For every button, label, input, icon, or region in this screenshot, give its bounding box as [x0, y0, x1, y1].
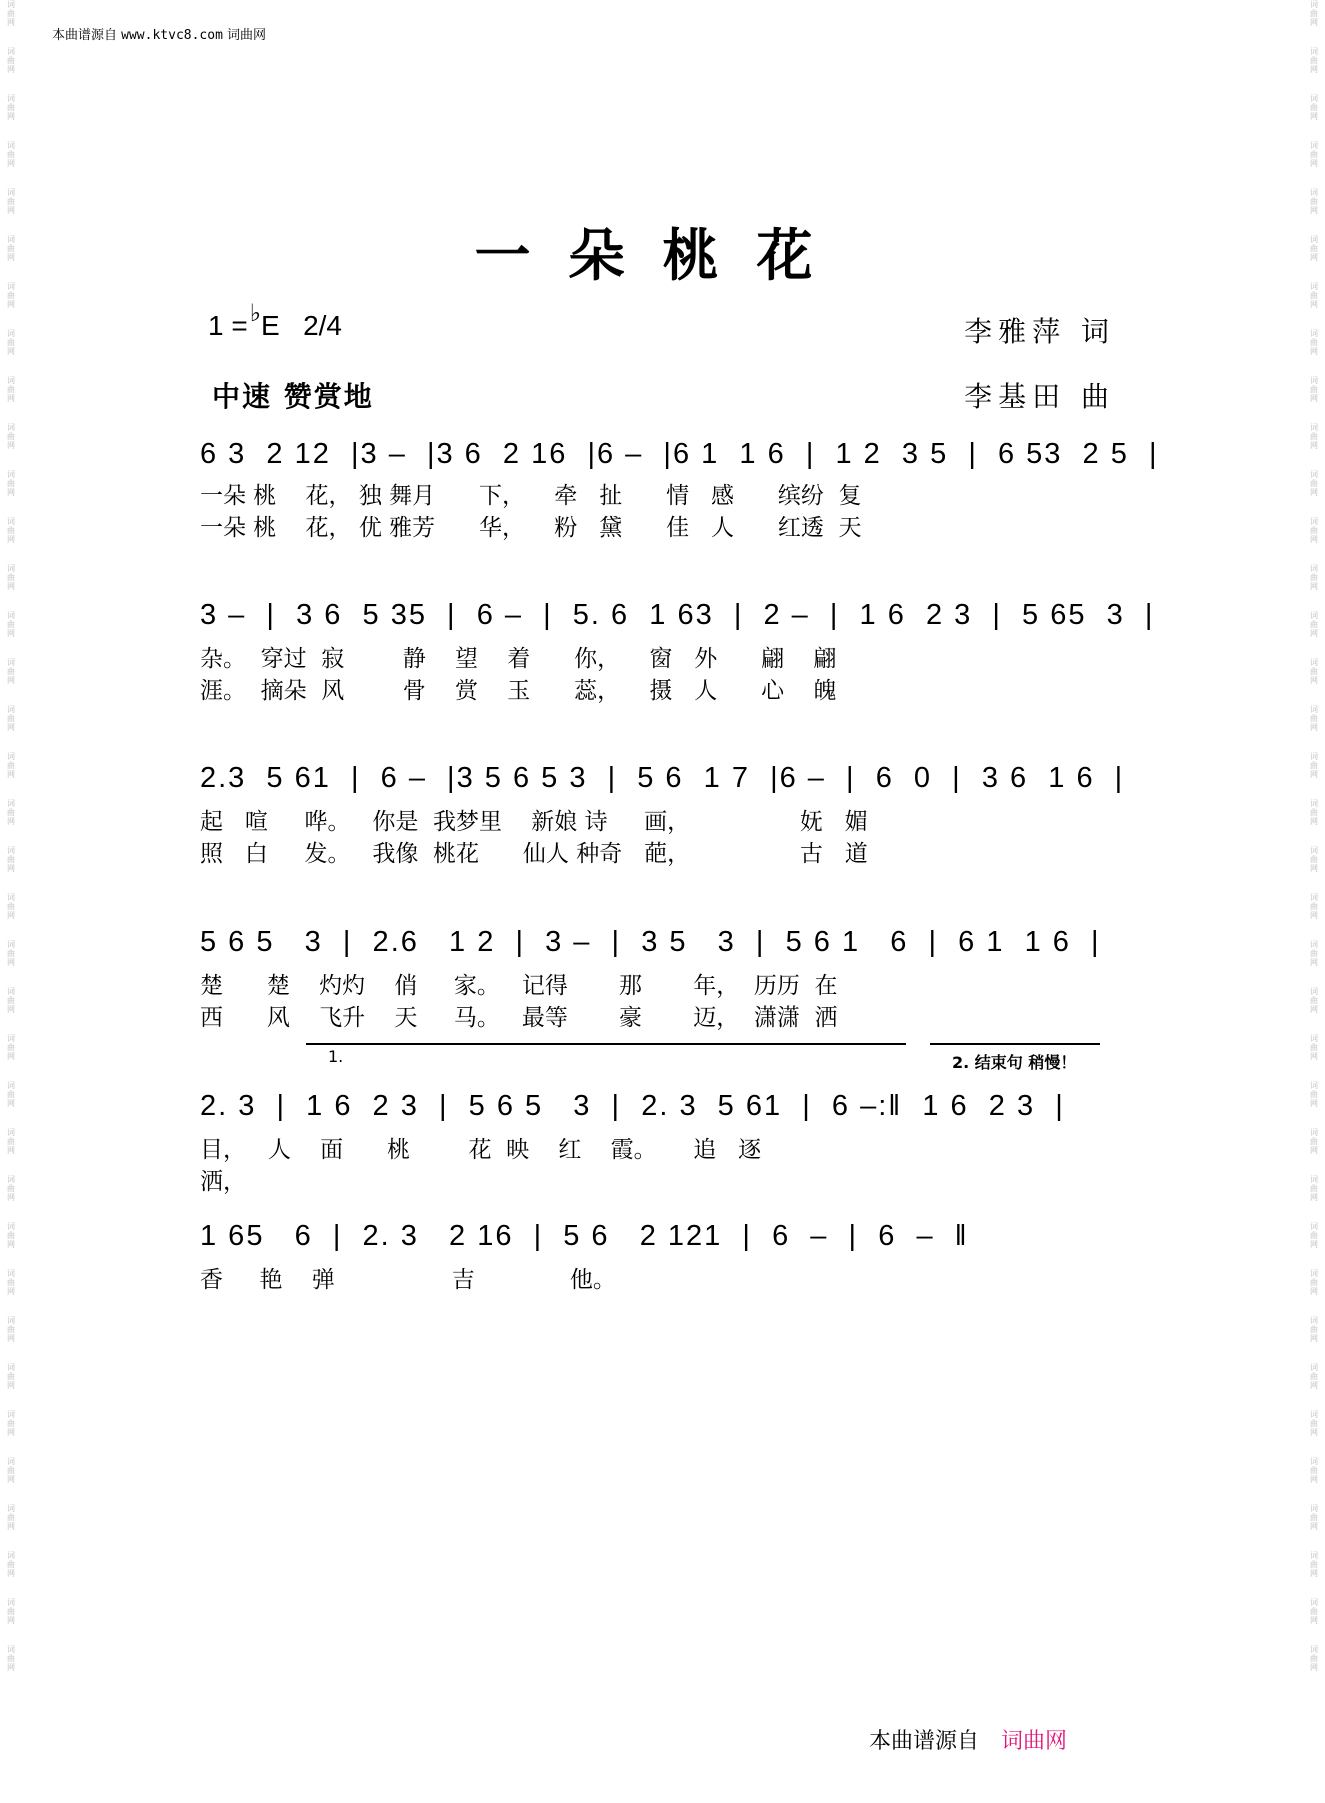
- key-signature: [208, 300, 342, 342]
- watermark-glyph: 词 曲 网: [7, 94, 15, 121]
- watermark-glyph: 词 曲 网: [7, 517, 15, 544]
- score-line-5: [200, 1088, 1120, 1198]
- watermark-glyph: 词 曲 网: [1310, 1222, 1318, 1249]
- lyrics-verse-2: 涯。 摘朵 风 骨 赏 玉 蕊， 摄 人 心 魄: [200, 678, 837, 704]
- watermark-glyph: 词 曲 网: [1310, 611, 1318, 638]
- notation-row: 6 3 2 12 |3 – |3 6 2 16 |6 – |6 1 1 6 | 1 2 3 5 | 6 53 2 5 |: [200, 438, 1159, 470]
- lyrics-verse-2: 洒，: [200, 1169, 246, 1195]
- watermark-glyph: 词 曲 网: [7, 1457, 15, 1484]
- source-header: [52, 24, 266, 43]
- watermark-glyph: 词 曲 网: [1310, 1081, 1318, 1108]
- song-title: 一朵桃花: [474, 223, 851, 289]
- watermark-glyph: 词 曲 网: [1310, 235, 1318, 262]
- notation-row: 1 65 6 | 2. 3 2 16 | 5 6 2 121 | 6 – | 6 – ‖: [200, 1220, 969, 1252]
- time-signature: 2/4: [303, 310, 342, 341]
- lyrics-verse-2: 照 白 发。 我像 桃花 仙人 种奇 葩， 古 道: [200, 841, 868, 867]
- watermark-glyph: 词 曲 网: [1310, 1175, 1318, 1202]
- watermark-glyph: 词 曲 网: [1310, 141, 1318, 168]
- lyrics-verse-1: 楚 楚 灼灼 俏 家。 记得 那 年， 历历 在: [200, 973, 838, 999]
- watermark-glyph: 词 曲 网: [7, 1081, 15, 1108]
- lyrics-verse-1: 杂。 穿过 寂 静 望 着 你， 窗 外 翩 翩: [200, 646, 837, 672]
- watermark-glyph: 词 曲 网: [1310, 1034, 1318, 1061]
- score-line-6: [200, 1218, 1120, 1296]
- composer-credit: 李基田 曲: [964, 380, 1115, 413]
- score-line-2: [200, 597, 1155, 707]
- watermark-glyph: 词 曲 网: [7, 1222, 15, 1249]
- watermark-glyph: 词 曲 网: [1310, 1410, 1318, 1437]
- watermark-glyph: 词 曲 网: [7, 141, 15, 168]
- watermark-glyph: 词 曲 网: [7, 893, 15, 920]
- watermark-glyph: 词 曲 网: [7, 1269, 15, 1296]
- watermark-glyph: 词 曲 网: [7, 611, 15, 638]
- notation-row: 3 – | 3 6 5 35 | 6 – | 5. 6 1 63 | 2 – | 1 6 2 3 | 5 65 3 |: [200, 599, 1155, 631]
- watermark-glyph: 词 曲 网: [1310, 1551, 1318, 1578]
- watermark-glyph: 词 曲 网: [1310, 1128, 1318, 1155]
- watermark-glyph: 词 曲 网: [1310, 423, 1318, 450]
- watermark-glyph: 词 曲 网: [7, 1598, 15, 1625]
- watermark-glyph: 词 曲 网: [7, 1551, 15, 1578]
- watermark-glyph: 词 曲 网: [7, 376, 15, 403]
- watermark-glyph: 词 曲 网: [7, 188, 15, 215]
- watermark-glyph: 词 曲 网: [1310, 799, 1318, 826]
- watermark-glyph: 词 曲 网: [1310, 517, 1318, 544]
- first-ending-bracket: [306, 1043, 906, 1045]
- watermark-glyph: 词 曲 网: [1310, 1363, 1318, 1390]
- watermark-glyph: 词 曲 网: [1310, 1598, 1318, 1625]
- source-footer: [869, 1724, 1067, 1755]
- score-line-1: [200, 436, 1159, 544]
- watermark-glyph: 词 曲 网: [7, 1363, 15, 1390]
- watermark-glyph: 词 曲 网: [1310, 893, 1318, 920]
- watermark-glyph: 词 曲 网: [1310, 1645, 1318, 1672]
- watermark-glyph: 词 曲 网: [1310, 94, 1318, 121]
- watermark-glyph: 词 曲 网: [1310, 658, 1318, 685]
- watermark-glyph: 词 曲 网: [7, 658, 15, 685]
- watermark-glyph: 词 曲 网: [7, 846, 15, 873]
- second-ending-bracket: [930, 1043, 1100, 1045]
- watermark-glyph: 词 曲 网: [7, 282, 15, 309]
- watermark-glyph: 词 曲 网: [1310, 470, 1318, 497]
- watermark-glyph: 词 曲 网: [7, 940, 15, 967]
- watermark-glyph: 词 曲 网: [1310, 705, 1318, 732]
- watermark-glyph: 词 曲 网: [7, 1645, 15, 1672]
- watermark-glyph: 词 曲 网: [7, 1128, 15, 1155]
- footer-brand-link[interactable]: 词曲网: [1000, 1729, 1067, 1754]
- watermark-glyph: 词 曲 网: [1310, 846, 1318, 873]
- source-url[interactable]: www.ktvc8.com: [121, 28, 223, 43]
- watermark-glyph: 词 曲 网: [1310, 1504, 1318, 1531]
- notation-row: 2. 3 | 1 6 2 3 | 5 6 5 3 | 2. 3 5 61 | 6 –:‖ 1 6 2 3 |: [200, 1090, 1065, 1122]
- notation-row: 2.3 5 61 | 6 – |3 5 6 5 3 | 5 6 1 7 |6 – | 6 0 | 3 6 1 6 |: [200, 762, 1125, 794]
- watermark-glyph: 词 曲 网: [7, 47, 15, 74]
- watermark-glyph: 词 曲 网: [7, 329, 15, 356]
- watermark-glyph: 词 曲 网: [1310, 47, 1318, 74]
- watermark-glyph: 词 曲 网: [7, 1175, 15, 1202]
- lyrics-verse-2: 一朵 桃 花， 优 雅芳 华， 粉 黛 佳 人 红透 天: [200, 515, 862, 541]
- watermark-glyph: 词 曲 网: [7, 1316, 15, 1343]
- key-note: E: [261, 310, 280, 341]
- watermark-glyph: 词 曲 网: [7, 705, 15, 732]
- watermark-glyph: 词 曲 网: [1310, 752, 1318, 779]
- watermark-glyph: 词 曲 网: [7, 235, 15, 262]
- notation-row: 5 6 5 3 | 2.6 1 2 | 3 – | 3 5 3 | 5 6 1 6 | 6 1 1 6 |: [200, 926, 1101, 958]
- score-line-4: [200, 924, 1120, 1034]
- watermark-glyph: 词 曲 网: [1310, 1269, 1318, 1296]
- watermark-glyph: 词 曲 网: [1310, 987, 1318, 1014]
- watermark-glyph: 词 曲 网: [7, 470, 15, 497]
- watermark-glyph: 词 曲 网: [1310, 0, 1318, 27]
- watermark-glyph: 词 曲 网: [7, 0, 15, 27]
- watermark-glyph: 词 曲 网: [7, 1410, 15, 1437]
- tempo-marking: 中速 赞赏地: [212, 380, 374, 413]
- score-line-3: [200, 760, 1125, 870]
- lyrics-verse-1: 起 喧 哗。 你是 我梦里 新娘 诗 画， 妩 媚: [200, 809, 868, 835]
- second-ending-label: 2. 结束句 稍慢！: [952, 1053, 1077, 1072]
- watermark-glyph: 词 曲 网: [7, 987, 15, 1014]
- watermark-glyph: 词 曲 网: [1310, 188, 1318, 215]
- watermark-glyph: 词 曲 网: [1310, 282, 1318, 309]
- watermark-glyph: 词 曲 网: [1310, 940, 1318, 967]
- key-prefix: 1 =: [208, 310, 248, 341]
- lyrics-verse-2: 西 风 飞升 天 马。 最等 豪 迈， 潇潇 洒: [200, 1005, 838, 1031]
- watermark-glyph: 词 曲 网: [7, 423, 15, 450]
- source-prefix: 本曲谱源自: [52, 28, 118, 43]
- watermark-glyph: 词 曲 网: [7, 799, 15, 826]
- watermark-glyph: 词 曲 网: [7, 1034, 15, 1061]
- watermark-glyph: 词 曲 网: [1310, 376, 1318, 403]
- watermark-glyph: 词 曲 网: [1310, 1316, 1318, 1343]
- watermark-glyph: 词 曲 网: [7, 1504, 15, 1531]
- first-ending-label: 1.: [328, 1047, 344, 1066]
- source-site: 词曲网: [227, 28, 267, 43]
- lyrics-verse-1: 香 艳 弹 吉 他。: [200, 1267, 616, 1293]
- watermark-glyph: 词 曲 网: [7, 564, 15, 591]
- watermark-glyph: 词 曲 网: [1310, 564, 1318, 591]
- lyricist-credit: 李雅萍 词: [964, 315, 1115, 348]
- lyrics-verse-1: 一朵 桃 花， 独 舞月 下， 牵 扯 情 感 缤纷 复: [200, 483, 862, 509]
- watermark-glyph: 词 曲 网: [1310, 1457, 1318, 1484]
- footer-source-prefix: 本曲谱源自: [868, 1729, 979, 1754]
- lyrics-verse-1: 目， 人 面 桃 花 映 红 霞。 追 逐: [200, 1137, 762, 1163]
- watermark-glyph: 词 曲 网: [1310, 329, 1318, 356]
- flat-sign: ♭: [249, 300, 262, 327]
- watermark-glyph: 词 曲 网: [7, 752, 15, 779]
